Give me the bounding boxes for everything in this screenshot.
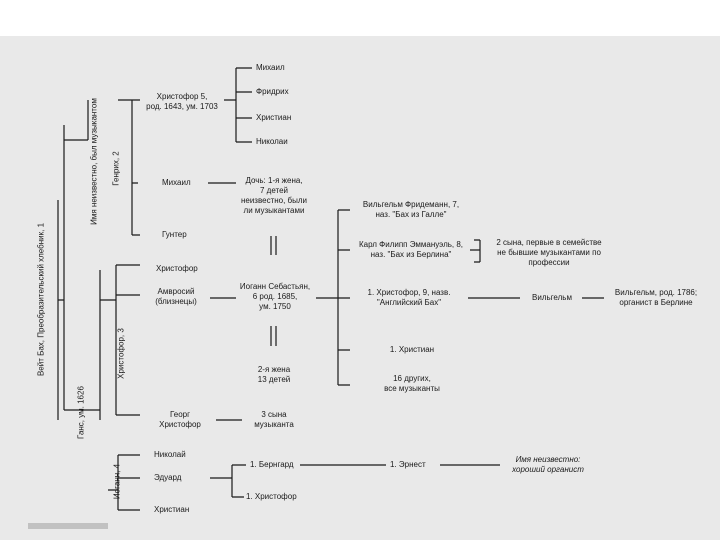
branch-heinrich-label: Генрих, 2 xyxy=(111,151,121,186)
ernst-organist-node: Имя неизвестно: хороший органист xyxy=(512,455,584,474)
js-children-bracket xyxy=(316,210,350,385)
ernst-node: 1. Эрнест xyxy=(390,460,426,469)
scan-artifact xyxy=(28,523,108,529)
georg-sons-node: 3 сына музыканта xyxy=(254,410,294,429)
unknown-to-heinrich xyxy=(64,100,88,140)
others-node: 16 других, все музыканты xyxy=(384,374,440,393)
heinrich-bracket xyxy=(118,100,140,235)
christian-node: 1. Христиан xyxy=(389,345,435,354)
js-bach-node: Иоганн Себастьян, 6 род. 1685, ум. 1750 xyxy=(239,282,311,311)
founder-label: Вейт Бах, Преобразительский хлебник, 1 xyxy=(36,222,46,377)
emanuel-sons-node: 2 сына, первые в семействе не бывшие музыкантами по профессии xyxy=(496,238,602,267)
christoph5-child: Фридрих xyxy=(256,87,289,96)
christoph-node: Христофор xyxy=(156,264,198,273)
gunther-node: Гунтер xyxy=(162,230,187,239)
christoph5-children xyxy=(224,68,252,142)
christoph9-node: 1. Христофор, 9, назв. "Английский Бах" xyxy=(367,288,451,307)
friedemann-node: Вильгельм Фридеманн, 7, наз. "Бах из Галле" xyxy=(362,200,460,219)
unknown-musician-label: Имя неизвестно, был музыкантом xyxy=(89,98,99,225)
trunk-connector xyxy=(58,125,64,420)
ambrosius-node: Амвросий (близнецы) xyxy=(155,287,197,306)
hans-label: Ганс, ум. 1626 xyxy=(76,386,86,439)
branch-johann-label: Иоганн, 4 xyxy=(112,463,122,500)
second-wife-node: 2-я жена 13 детей xyxy=(257,365,291,384)
wilhelm-organist-node: Вильгельм, род. 1786; органист в Берлине xyxy=(614,288,698,307)
marriage-mark-1 xyxy=(271,236,276,255)
christoph5-node: Христофор 5, род. 1643, ум. 1703 xyxy=(146,92,218,111)
christoph5-child: Михаил xyxy=(256,63,285,72)
marriage-mark-2 xyxy=(271,326,276,346)
georg-christoph-node: Георг Христофор xyxy=(159,410,201,429)
wilhelm-node: Вильгельм xyxy=(532,293,572,302)
emanuel-sons-bracket xyxy=(470,240,480,262)
johann-child: Эдуард xyxy=(154,473,182,482)
christoph5-child: Христиан xyxy=(256,113,292,122)
eduard-children xyxy=(210,465,246,497)
emanuel-node: Карл Филипп Эммануэль, 8, наз. "Бах из Берлина" xyxy=(358,240,464,259)
branch-christoph-label: Христофор, 3 xyxy=(116,328,126,379)
johann-child: Николай xyxy=(154,450,186,459)
bernhard-node: 1. Бернгард xyxy=(250,460,294,469)
johann-child: Христиан xyxy=(154,505,190,514)
first-wife-node: Дочь: 1-я жена, 7 детей неизвестно, были ли музыкантами xyxy=(240,176,308,215)
eduard-christoph-node: 1. Христофор xyxy=(246,492,297,501)
michael-node: Михаил xyxy=(162,178,191,187)
christoph5-child: Николаи xyxy=(256,137,288,146)
